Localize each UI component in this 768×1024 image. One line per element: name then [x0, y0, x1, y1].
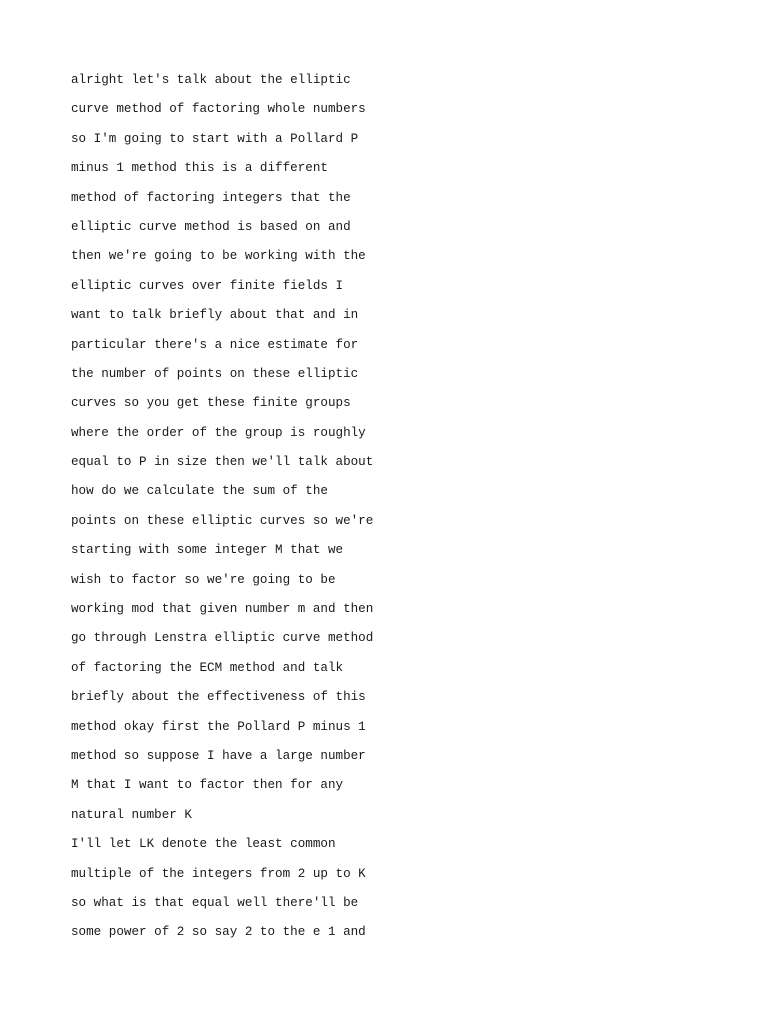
- transcript-line: curve method of factoring whole numbers: [71, 102, 366, 117]
- transcript-line: starting with some integer M that we: [71, 543, 344, 558]
- transcript-line: method of factoring integers that the: [71, 190, 351, 205]
- transcript-line: M that I want to factor then for any: [71, 778, 344, 793]
- transcript-line: some power of 2 so say 2 to the e 1 and: [71, 925, 366, 940]
- transcript-line: minus 1 method this is a different: [71, 161, 328, 176]
- transcript-line: working mod that given number m and then: [71, 602, 374, 617]
- transcript-line: method okay first the Pollard P minus 1: [71, 719, 366, 734]
- transcript-line: curves so you get these finite groups: [71, 396, 351, 411]
- transcript-line: particular there's a nice estimate for: [71, 337, 359, 352]
- transcript-line: natural number K: [71, 807, 192, 822]
- transcript-line: of factoring the ECM method and talk: [71, 660, 344, 675]
- transcript-line: want to talk briefly about that and in: [71, 308, 359, 323]
- transcript-line: elliptic curve method is based on and: [71, 219, 351, 234]
- transcript-line: go through Lenstra elliptic curve method: [71, 631, 374, 646]
- transcript-line: alright let's talk about the elliptic: [71, 73, 351, 87]
- transcript-line: elliptic curves over finite fields I: [71, 278, 344, 293]
- transcript-line: then we're going to be working with the: [71, 249, 366, 264]
- transcript-line: briefly about the effectiveness of this: [71, 690, 366, 705]
- transcript-line: points on these elliptic curves so we're: [71, 513, 374, 528]
- transcript-line: how do we calculate the sum of the: [71, 484, 328, 499]
- transcript-line: the number of points on these elliptic: [71, 366, 359, 381]
- transcript-line: equal to P in size then we'll talk about: [71, 455, 374, 470]
- transcript-line: I'll let LK denote the least common: [71, 837, 336, 852]
- transcript-line: multiple of the integers from 2 up to K: [71, 866, 366, 881]
- transcript-text: [71, 68, 373, 950]
- transcript-line: so I'm going to start with a Pollard P: [71, 131, 359, 146]
- transcript-line: so what is that equal well there'll be: [71, 895, 359, 910]
- transcript-line: wish to factor so we're going to be: [71, 572, 336, 587]
- transcript-line: method so suppose I have a large number: [71, 748, 366, 763]
- transcript-line: where the order of the group is roughly: [71, 425, 366, 440]
